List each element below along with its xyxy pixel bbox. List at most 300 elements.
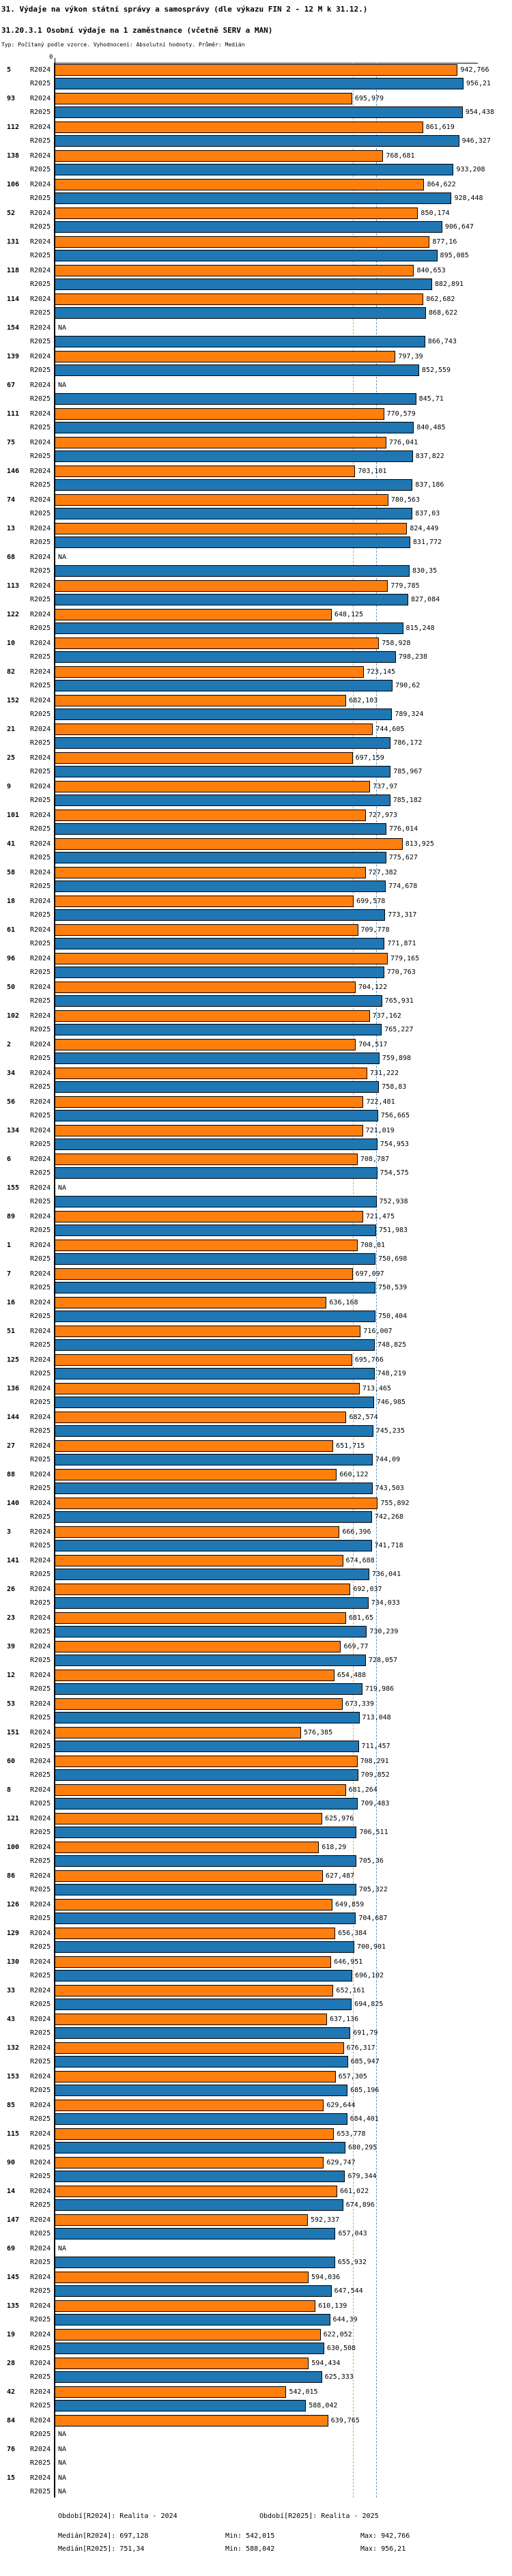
value-label: 751,983 <box>378 1227 408 1234</box>
plot-cell <box>55 924 512 936</box>
value-label: 868,622 <box>428 309 458 317</box>
bar-r2025 <box>55 852 386 863</box>
value-label: 765,931 <box>384 997 414 1005</box>
bar-row-r2024 <box>0 609 512 620</box>
value-label: 721,019 <box>365 1127 395 1134</box>
plot-cell <box>55 1081 512 1093</box>
value-label: 542,015 <box>289 2388 318 2396</box>
value-label: 755,892 <box>380 1500 410 1507</box>
bar-row-r2024 <box>0 2186 512 2197</box>
bar-r2025 <box>55 1798 358 1809</box>
series-label: R2025 <box>30 739 51 747</box>
category-label: 10 <box>7 640 16 647</box>
plot-cell <box>55 1096 512 1108</box>
plot-cell <box>55 265 512 276</box>
bar-r2024 <box>55 1096 363 1108</box>
bar-row-r2024 <box>0 1240 512 1251</box>
category-label <box>0 1999 30 2010</box>
plot-cell <box>55 2400 512 2412</box>
bar-group <box>0 2415 512 2440</box>
value-label: 830,35 <box>412 567 438 575</box>
series-label: R2024 <box>30 1500 51 1507</box>
plot-cell <box>55 422 512 433</box>
value-label: 864,622 <box>427 181 456 188</box>
series-label: R2025 <box>30 1026 51 1033</box>
series-label: R2025 <box>30 1685 51 1693</box>
value-label: 709,852 <box>360 1771 390 1779</box>
plot-cell <box>55 622 512 634</box>
bar-r2025 <box>55 1970 352 1981</box>
category-label: 144 <box>7 1414 20 1421</box>
bar-row-r2025 <box>0 536 512 548</box>
plot-cell <box>55 2157 512 2169</box>
series-label: R2025 <box>30 2287 51 2295</box>
bar-row-r2024 <box>0 867 512 878</box>
bar-group <box>0 2272 512 2297</box>
bar-group <box>0 294 512 319</box>
value-label: 797,39 <box>398 353 423 360</box>
bar-row-r2025 <box>0 565 512 577</box>
bar-r2024 <box>55 2386 286 2398</box>
series-label: R2025 <box>30 2173 51 2180</box>
category-label: 122 <box>7 611 20 618</box>
bar-r2024 <box>55 1412 346 1423</box>
series-label: R2024 <box>30 1672 51 1679</box>
bar-row-r2025 <box>0 1511 512 1523</box>
bar-row-r2025 <box>0 192 512 204</box>
category-label: 3 <box>7 1528 12 1536</box>
bar-r2024 <box>55 781 370 792</box>
bar-group <box>0 2100 512 2125</box>
bar-row-r2025 <box>0 1741 512 1752</box>
plot-cell <box>55 1855 512 1867</box>
category-label: 96 <box>7 955 16 962</box>
bar-row-r2024 <box>0 1899 512 1910</box>
bar-row-r2024 <box>0 494 512 506</box>
bar-r2025 <box>55 2056 348 2067</box>
bar-row-r2025 <box>0 594 512 605</box>
bar-row-r2024 <box>0 437 512 448</box>
category-label: 25 <box>7 754 16 762</box>
series-label: R2024 <box>30 955 51 962</box>
bar-row-r2025 <box>0 622 512 634</box>
bar-r2025 <box>55 1827 356 1838</box>
bar-group <box>0 2186 512 2211</box>
series-label: R2024 <box>30 611 51 618</box>
plot-cell <box>55 1670 512 1681</box>
value-label: 681,264 <box>348 1786 378 1794</box>
category-label <box>0 192 30 204</box>
category-label: 141 <box>7 1557 20 1564</box>
plot-cell <box>55 364 512 376</box>
category-label <box>0 1311 30 1322</box>
category-label: 5 <box>7 66 12 74</box>
bar-r2025 <box>55 393 416 405</box>
value-label: 831,772 <box>412 539 442 546</box>
category-label <box>0 536 30 548</box>
bar-r2024 <box>55 2415 328 2427</box>
category-label <box>0 1913 30 1924</box>
bar-group <box>0 437 512 462</box>
bar-row-r2025 <box>0 766 512 777</box>
bar-r2025 <box>55 536 410 548</box>
bar-r2024 <box>55 265 414 276</box>
value-label: NA <box>58 2245 67 2252</box>
category-label: 147 <box>7 2216 20 2224</box>
plot-cell <box>55 466 512 477</box>
bar-r2024 <box>55 1268 353 1280</box>
bar-r2024 <box>55 810 366 821</box>
category-label: 106 <box>7 181 20 188</box>
bar-group <box>0 609 512 634</box>
plot-cell <box>55 565 512 577</box>
category-label <box>0 2285 30 2297</box>
bar-r2025 <box>55 1081 379 1093</box>
category-label <box>0 2400 30 2412</box>
bar-row-r2025 <box>0 1597 512 1609</box>
bar-row-r2025 <box>0 1081 512 1093</box>
series-label: R2024 <box>30 410 51 418</box>
category-label: 41 <box>7 840 16 848</box>
value-label: 697,097 <box>355 1270 384 1278</box>
plot-cell <box>55 695 512 706</box>
value-label: 946,327 <box>461 137 491 145</box>
bar-row-r2025 <box>0 2027 512 2039</box>
bar-row-r2024 <box>0 2042 512 2054</box>
bar-r2025 <box>55 909 385 921</box>
value-label: NA <box>58 554 67 561</box>
series-label: R2025 <box>30 2373 51 2381</box>
category-label <box>0 823 30 835</box>
value-label: 588,042 <box>309 2402 338 2409</box>
series-label: R2024 <box>30 1242 51 1249</box>
footer-periods <box>58 2513 512 2520</box>
bar-r2025 <box>55 1253 375 1265</box>
series-label: R2025 <box>30 453 51 460</box>
bar-r2025 <box>55 2343 324 2354</box>
plot-cell <box>55 1240 512 1251</box>
chart-footer <box>0 2513 512 2553</box>
category-label: 15 <box>7 2474 16 2482</box>
plot-cell <box>55 1196 512 1207</box>
series-label: R2024 <box>30 2274 51 2281</box>
plot-cell <box>55 2272 512 2283</box>
category-label <box>0 2228 30 2239</box>
plot-cell <box>55 2228 512 2239</box>
bar-r2024 <box>55 1612 346 1624</box>
value-label: 723,145 <box>366 668 396 676</box>
bar-row-r2024 <box>0 93 512 104</box>
bar-group <box>0 1956 512 1981</box>
bar-row-r2024 <box>0 1698 512 1710</box>
value-label: 754,953 <box>380 1141 409 1148</box>
bar-group <box>0 351 512 376</box>
bar-r2025 <box>55 1999 352 2010</box>
bar-row-r2025 <box>0 2113 512 2125</box>
plot-cell <box>55 1211 512 1222</box>
series-label: R2024 <box>30 1012 51 1020</box>
bar-r2024 <box>55 1010 370 1022</box>
series-label: R2024 <box>30 181 51 188</box>
category-label <box>0 479 30 491</box>
bar-r2025 <box>55 1454 373 1465</box>
series-label: R2024 <box>30 2417 51 2424</box>
plot-cell <box>55 236 512 248</box>
category-label <box>0 1139 30 1150</box>
category-label: 60 <box>7 1758 16 1765</box>
chart-subtitle: 31.20.3.1 Osobní výdaje na 1 zaměstnance (včetně SERV a MAN) <box>1 26 273 35</box>
bar-r2024 <box>55 2157 324 2169</box>
bar-r2024 <box>55 2186 337 2197</box>
plot-cell <box>55 2472 512 2484</box>
series-label: R2025 <box>30 997 51 1005</box>
bar-r2024 <box>55 752 353 764</box>
plot-cell <box>55 1712 512 1723</box>
bar-r2024 <box>55 1870 323 1882</box>
bar-r2024 <box>55 666 364 678</box>
category-label: 101 <box>7 812 20 819</box>
plot-cell <box>55 1597 512 1609</box>
category-label <box>0 1282 30 1293</box>
bar-group <box>0 1297 512 1322</box>
series-label: R2025 <box>30 252 51 259</box>
bar-r2025 <box>55 680 393 691</box>
bar-row-r2024 <box>0 1813 512 1824</box>
value-label: 861,619 <box>425 124 455 131</box>
category-label: 51 <box>7 1328 16 1335</box>
plot-cell <box>55 1154 512 1165</box>
value-label: 840,653 <box>416 267 446 274</box>
value-label: 649,859 <box>335 1901 365 1908</box>
bar-row-r2025 <box>0 1311 512 1322</box>
bar-r2025 <box>55 1540 372 1551</box>
plot-cell <box>55 121 512 133</box>
value-label: 705,322 <box>358 1886 388 1893</box>
plot-cell <box>55 1024 512 1035</box>
bar-r2025 <box>55 938 384 949</box>
bar-group <box>0 2071 512 2096</box>
series-label: R2024 <box>30 1184 51 1192</box>
bar-r2024 <box>55 838 403 850</box>
series-label: R2025 <box>30 1886 51 1893</box>
plot-cell <box>55 1727 512 1738</box>
category-label: 12 <box>7 1672 16 1679</box>
value-label: 673,339 <box>345 1700 374 1708</box>
bar-row-r2025 <box>0 2171 512 2182</box>
category-label: 100 <box>7 1844 20 1851</box>
value-label: 697,159 <box>355 754 384 762</box>
plot-cell <box>55 909 512 921</box>
series-label: R2024 <box>30 1041 51 1048</box>
value-label: 736,041 <box>371 1571 401 1578</box>
bar-row-r2024 <box>0 380 512 391</box>
bar-group <box>0 1985 512 2010</box>
series-label: R2024 <box>30 1729 51 1736</box>
series-label: R2024 <box>30 812 51 819</box>
category-label: 93 <box>7 95 16 102</box>
category-label: 155 <box>7 1184 20 1192</box>
plot-cell <box>55 1655 512 1666</box>
series-label: R2024 <box>30 152 51 160</box>
bar-group <box>0 2472 512 2498</box>
value-label: 682,574 <box>349 1414 378 1421</box>
plot-cell <box>55 1769 512 1781</box>
plot-cell <box>55 1999 512 2010</box>
value-label: 704,517 <box>358 1041 388 1048</box>
bar-r2024 <box>55 1756 358 1767</box>
bar-row-r2024 <box>0 752 512 764</box>
bar-r2025 <box>55 1053 380 1064</box>
series-label: R2024 <box>30 1127 51 1134</box>
bar-row-r2025 <box>0 2285 512 2297</box>
value-label: 824,449 <box>410 525 439 532</box>
bar-row-r2024 <box>0 695 512 706</box>
bar-row-r2024 <box>0 781 512 792</box>
series-label: R2024 <box>30 525 51 532</box>
bar-r2025 <box>55 1225 376 1236</box>
series-label: R2025 <box>30 109 51 116</box>
value-label: NA <box>58 2488 67 2495</box>
bar-row-r2025 <box>0 1253 512 1265</box>
plot-cell <box>55 1182 512 1194</box>
bar-group <box>0 1010 512 1035</box>
value-label: 770,579 <box>386 410 416 418</box>
value-label: 719,986 <box>365 1685 395 1693</box>
bar-group <box>0 1555 512 1580</box>
plot-cell <box>55 2142 512 2153</box>
value-label: 845,71 <box>418 395 444 403</box>
bar-r2025 <box>55 1884 356 1895</box>
bar-group <box>0 1068 512 1093</box>
category-label: 111 <box>7 410 20 418</box>
bar-row-r2024 <box>0 1928 512 1939</box>
category-label: 135 <box>7 2302 20 2310</box>
category-label <box>0 2171 30 2182</box>
bar-group <box>0 1125 512 1150</box>
bar-row-r2024 <box>0 810 512 821</box>
series-label: R2024 <box>30 640 51 647</box>
category-label <box>0 1941 30 1953</box>
series-label: R2024 <box>30 783 51 790</box>
series-label: R2024 <box>30 1987 51 1994</box>
bar-r2025 <box>55 1339 375 1351</box>
bar-r2025 <box>55 508 412 519</box>
plot-cell <box>55 278 512 290</box>
bar-r2025 <box>55 2113 347 2125</box>
value-label: 629,747 <box>326 2159 356 2166</box>
bar-row-r2024 <box>0 1555 512 1566</box>
bar-r2024 <box>55 437 386 448</box>
category-label <box>0 2142 30 2153</box>
bar-row-r2024 <box>0 2329 512 2341</box>
value-label: 660,122 <box>339 1471 369 1478</box>
value-label: 636,168 <box>329 1299 358 1306</box>
plot-cell <box>55 724 512 735</box>
bar-r2024 <box>55 638 379 649</box>
series-label: R2025 <box>30 768 51 775</box>
plot-cell <box>55 967 512 978</box>
series-label: R2025 <box>30 1771 51 1779</box>
series-label: R2024 <box>30 2102 51 2109</box>
value-label: 956,21 <box>466 80 491 87</box>
plot-cell <box>55 1555 512 1566</box>
bar-r2024 <box>55 1842 319 1853</box>
period-r2025-label: Období[R2025]: Realita - 2025 <box>259 2513 379 2520</box>
bar-r2025 <box>55 1368 375 1379</box>
bar-r2024 <box>55 1584 350 1595</box>
value-label: 759,898 <box>382 1055 412 1062</box>
category-label: 42 <box>7 2388 16 2396</box>
bar-group <box>0 2329 512 2354</box>
plot-cell <box>55 781 512 792</box>
value-label: 669,77 <box>343 1643 369 1650</box>
series-label: R2024 <box>30 1872 51 1880</box>
category-label: 102 <box>7 1012 20 1020</box>
plot-cell <box>55 995 512 1007</box>
bar-row-r2024 <box>0 1612 512 1624</box>
bar-r2024 <box>55 1440 333 1452</box>
bar-row-r2025 <box>0 2429 512 2440</box>
category-label: 74 <box>7 496 16 504</box>
page-title: 31. Výdaje na výkon státní správy a samosprávy (dle výkazu FIN 2 - 12 M k 31.12.) <box>1 5 368 14</box>
category-label <box>0 967 30 978</box>
value-label: 713,465 <box>362 1385 391 1392</box>
series-label: R2024 <box>30 210 51 217</box>
bar-r2025 <box>55 1769 358 1781</box>
category-label <box>0 1110 30 1121</box>
value-label: 734,033 <box>371 1599 400 1607</box>
series-label: R2025 <box>30 539 51 546</box>
plot-cell <box>55 1899 512 1910</box>
series-label: R2025 <box>30 1857 51 1865</box>
series-label: R2024 <box>30 1156 51 1163</box>
bar-r2025 <box>55 2257 335 2268</box>
bar-row-r2025 <box>0 967 512 978</box>
bar-row-r2025 <box>0 795 512 806</box>
value-label: 711,457 <box>361 1743 390 1750</box>
bar-r2025 <box>55 709 392 720</box>
bar-r2024 <box>55 609 332 620</box>
category-label: 88 <box>7 1471 16 1478</box>
series-label: R2025 <box>30 1915 51 1922</box>
series-label: R2024 <box>30 468 51 475</box>
series-label: R2025 <box>30 2230 51 2237</box>
value-label: 770,763 <box>386 969 416 976</box>
bar-row-r2025 <box>0 278 512 290</box>
bar-r2024 <box>55 408 384 420</box>
category-label: 114 <box>7 296 20 303</box>
bar-row-r2024 <box>0 1956 512 1968</box>
plot-cell <box>55 1412 512 1423</box>
bar-group <box>0 1211 512 1236</box>
plot-cell <box>55 1941 512 1953</box>
bar-group <box>0 2214 512 2239</box>
series-label: R2024 <box>30 2044 51 2052</box>
series-label: R2025 <box>30 2029 51 2037</box>
bar-group <box>0 896 512 921</box>
axis-zero-label: 0 <box>49 54 53 61</box>
bar-r2024 <box>55 1297 326 1308</box>
bar-row-r2024 <box>0 666 512 678</box>
bar-row-r2024 <box>0 982 512 993</box>
bar-r2025 <box>55 1425 373 1437</box>
series-label: R2025 <box>30 1829 51 1836</box>
value-label: 754,575 <box>380 1169 409 1177</box>
bar-row-r2025 <box>0 2085 512 2096</box>
series-label: R2024 <box>30 1356 51 1364</box>
series-label: R2025 <box>30 309 51 317</box>
bar-row-r2024 <box>0 1412 512 1423</box>
